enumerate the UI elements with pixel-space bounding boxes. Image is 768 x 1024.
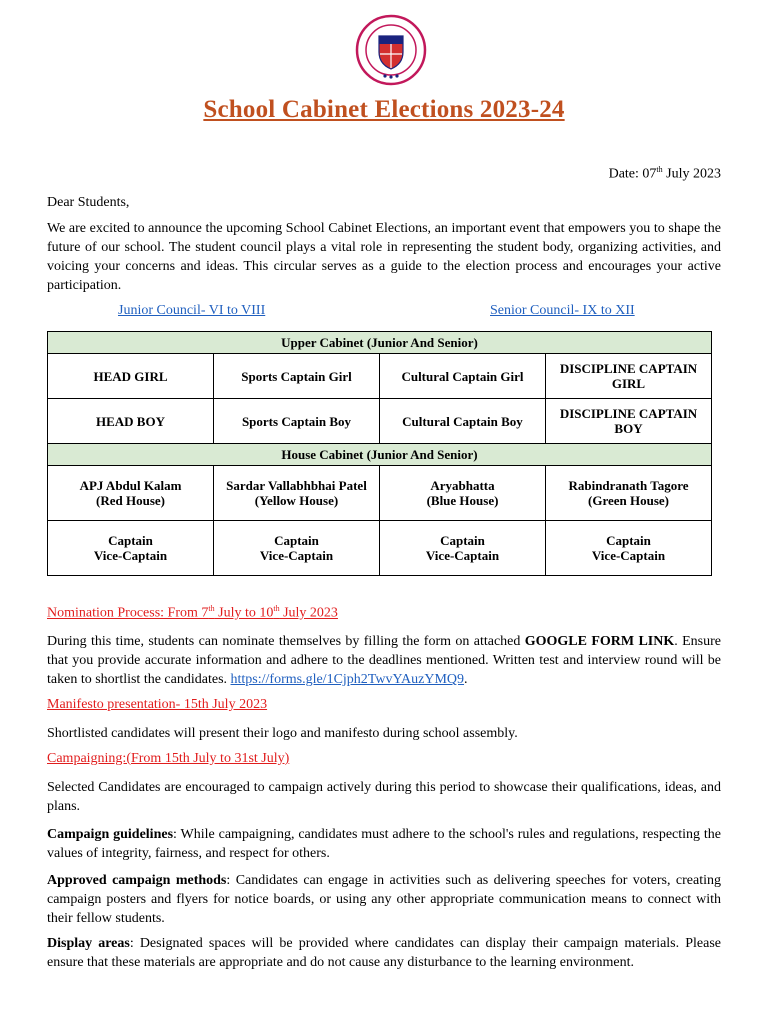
position-cell: HEAD BOY [48,399,214,444]
role-cell: Captain Vice-Captain [48,521,214,576]
upper-cabinet-header-row [48,332,712,354]
position-cell: DISCIPLINE CAPTAIN BOY [546,399,712,444]
junior-council-label: Junior Council- VI to VIII [118,303,266,318]
senior-council-label: Senior Council- IX to XII [490,303,635,318]
table-row [48,399,712,444]
house-cell: Rabindranath Tagore (Green House) [546,466,712,521]
role-cell: Captain Vice-Captain [546,521,712,576]
manifesto-heading: Manifesto presentation- 15th July 2023 [47,697,268,712]
display-areas-paragraph: Display areas: Designated spaces will be provided where candidates can display their campaign materials. Please ensure that these materials are appropriate and do not cause any disturbance to the learning environment. [47,936,721,970]
campaigning-paragraph: Selected Candidates are encouraged to campaign actively during this period to showcase their qualifications, ideas, and plans. [47,780,721,814]
campaign-guidelines-paragraph: Campaign guidelines: While campaigning, candidates must adhere to the school's rules and regulations, respecting the values of integrity, fairness, and respect for others. [47,827,722,861]
house-cabinet-header-row [48,444,712,466]
google-form-link[interactable]: https://forms.gle/1Cjph2TwvYAuzYMQ9 [230,672,465,687]
campaigning-heading: Campaigning:(From 15th July to 31st July) [47,751,290,766]
intro-paragraph: We are excited to announce the upcoming School Cabinet Elections, an important event that empowers you to shape the future of our school. The student council plays a vital role in representing the student body, organizing activities, and voicing your concerns and ideas. This circular serves as a guide to the election process and encourages your active participation. [47,221,721,293]
manifesto-paragraph: Shortlisted candidates will present their logo and manifesto during school assembly. [47,726,518,741]
house-cell: Sardar Vallabhbhai Patel (Yellow House) [214,466,380,521]
nomination-paragraph: During this time, students can nominate themselves by filling the form on attached GOOGLE FORM LINK. Ensure that you provide accurate information and adhere to the deadlines mentioned. Written test and interview round will be taken to shortlist the candidates. https://forms.gle/1Cjph2TwvYAuzYMQ9. [47,634,721,687]
house-cell: Aryabhatta (Blue House) [380,466,546,521]
house-cell: APJ Abdul Kalam (Red House) [48,466,214,521]
house-cabinet-heading: House Cabinet (Junior And Senior) [48,444,712,466]
position-cell: Sports Captain Boy [214,399,380,444]
position-cell: HEAD GIRL [48,354,214,399]
page-title: School Cabinet Elections 2023-24 [203,96,565,123]
position-cell: Cultural Captain Boy [380,399,546,444]
nomination-heading: Nomination Process: From 7th July to 10th July 2023 [47,604,338,621]
campaign-methods-paragraph: Approved campaign methods: Candidates can engage in activities such as delivering speeches for voters, creating campaign posters and flyers for notice boards, or using any other appropriate communication means to connect with their fellow students. [47,873,721,926]
salutation: Dear Students, [47,195,130,210]
table-row [48,354,712,399]
position-cell: Sports Captain Girl [214,354,380,399]
circular-date: Date: 07th July 2023 [608,165,721,182]
position-cell: DISCIPLINE CAPTAIN GIRL [546,354,712,399]
position-cell: Cultural Captain Girl [380,354,546,399]
table-row [48,521,712,576]
role-cell: Captain Vice-Captain [214,521,380,576]
role-cell: Captain Vice-Captain [380,521,546,576]
cabinet-table [47,331,712,576]
table-row [48,466,712,521]
upper-cabinet-heading: Upper Cabinet (Junior And Senior) [48,332,712,354]
school-logo-icon [355,14,427,86]
